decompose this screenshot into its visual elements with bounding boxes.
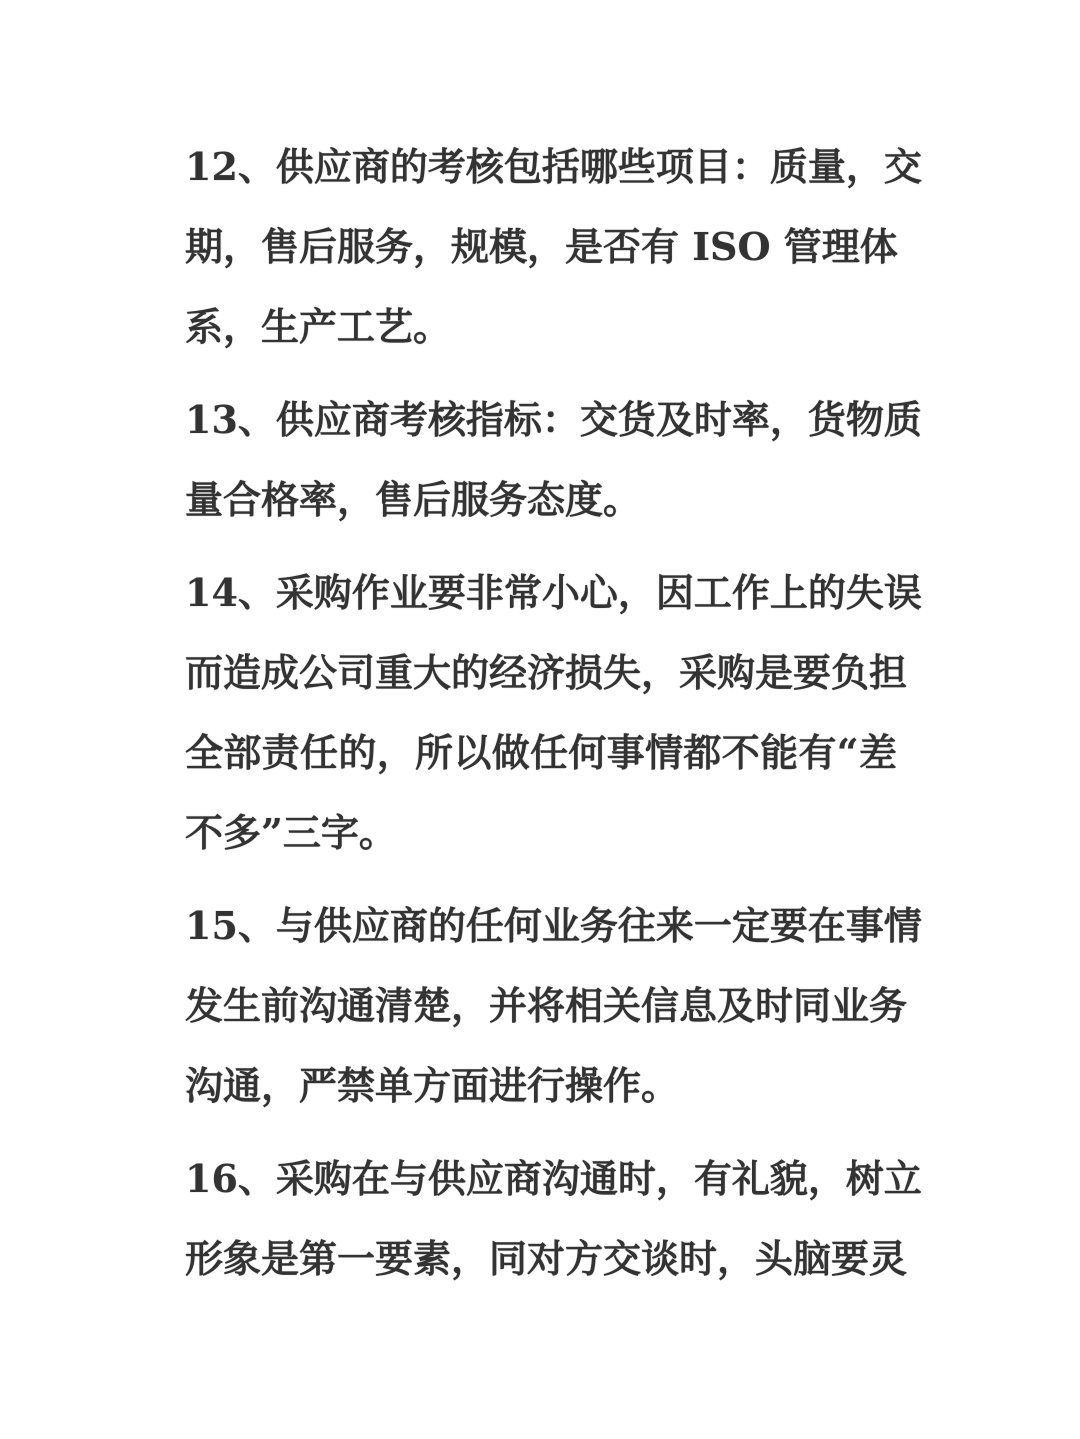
text-line: 系，生产工艺。 [185,304,452,349]
text-line: 期，售后服务，规模，是否有 ISO 管理体 [185,224,898,269]
text-line: 15、与供应商的任何业务往来一定要在事情 [185,903,922,948]
text-line: 14、采购作业要非常小心，因工作上的失误 [185,570,922,615]
text-line: 发生前沟通清楚，并将相关信息及时同业务 [185,983,908,1028]
text-line: 形象是第一要素，同对方交谈时，头脑要灵 [185,1236,908,1281]
text-line: 13、供应商考核指标：交货及时率，货物质 [185,397,922,442]
text-line: 12、供应商的考核包括哪些项目：质量，交 [185,144,922,189]
text-line: 量合格率，售后服务态度。 [185,477,642,522]
text-line: 而造成公司重大的经济损失，采购是要负担 [185,650,908,695]
text-line: 全部责任的，所以做任何事情都不能有“差 [185,730,897,775]
paragraph-item-15 [185,886,922,1126]
text-line: 不多”三字。 [185,810,397,855]
paragraph-item-16 [185,1139,922,1299]
paragraph-item-13 [185,380,922,540]
paragraph-item-12 [185,127,922,367]
paragraph-item-14 [185,553,922,873]
text-content [185,127,922,1312]
text-line: 沟通，严禁单方面进行操作。 [185,1063,680,1108]
text-line: 16、采购在与供应商沟通时，有礼貌，树立 [185,1156,922,1201]
